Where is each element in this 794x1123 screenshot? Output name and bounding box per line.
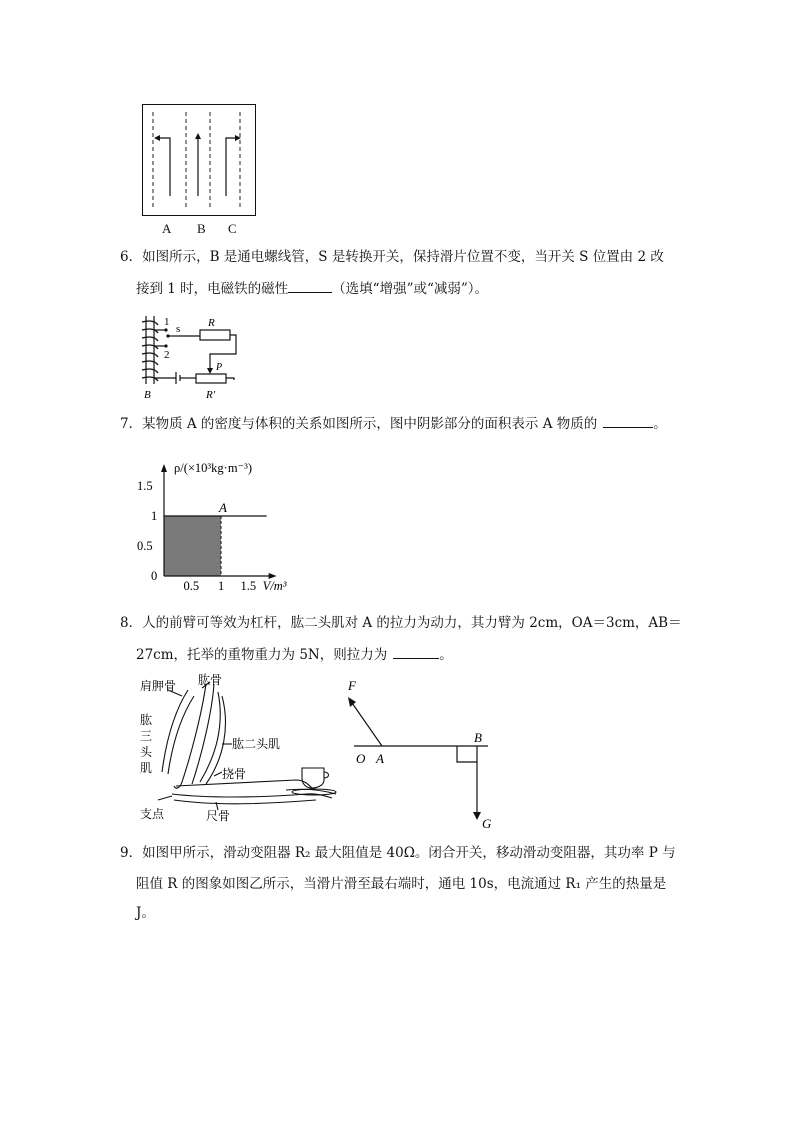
gravity-g-arrow-head [473,812,481,820]
y-tick-labels [137,479,157,583]
question-7-number: 7． [120,416,143,432]
lane-label-c: C [228,221,237,236]
answer-blank-6[interactable] [288,278,332,293]
question-9-text-1: 如图甲所示，滑动变阻器 R₂ 最大阻值是 40Ω。闭合开关，移动滑动变阻器，其功率 P 与 [142,845,676,861]
question-9-line-1 [120,842,676,864]
question-9-text-3: J。 [136,905,155,921]
triceps-label-4: 肌 [140,761,153,775]
left-arrow-head [154,135,160,141]
question-8-number: 8． [120,615,143,631]
question-7-line-1 [120,413,667,435]
rheostat-label: R′ [206,389,216,401]
electromagnet-circuit [136,312,246,402]
point-a-label: A [219,500,227,515]
question-8-end: 。 [439,647,453,663]
scapula-label: 肩胛骨 [140,679,177,693]
ulna-label: 尺骨 [206,809,231,823]
triceps-label-3: 头 [140,745,153,759]
question-6-text-2b: （选填“增强”或“减弱”）。 [332,281,489,297]
force-f-arrow-head [348,697,356,707]
gravity-g-label: G [482,816,492,831]
humerus-label: 肱骨 [198,673,223,687]
switch-s-label: s [176,323,181,335]
x-tick-label: 1 [218,579,225,593]
force-f-line [350,700,382,746]
straight-arrow-head [195,133,201,139]
y-tick-label: 1 [151,509,158,523]
triceps-label-1: 肱 [140,713,153,727]
biceps-label: 肱二头肌 [232,737,281,751]
question-9-line-3 [136,902,155,924]
point-b-label: B [474,730,482,745]
question-8-text-2a: 27cm，托举的重物重力为 5N，则拉力为 [136,647,388,663]
question-8-text-1: 人的前臂可等效为杠杆，肱二头肌对 A 的拉力为动力，其力臂为 2cm，OA＝3cm，AB＝ [142,615,682,631]
lane-label-b: B [197,221,206,236]
biceps-muscle [200,692,220,782]
right-angle-mark [457,746,477,762]
answer-blank-8[interactable] [393,644,439,659]
humerus-bone [174,684,206,788]
radius-label: 挠骨 [222,767,247,781]
y-tick-label: 1.5 [137,479,153,493]
question-6-line-2 [136,278,488,300]
question-6-number: 6． [120,249,143,265]
y-tick-label: 0.5 [137,539,153,553]
question-8-line-1 [120,612,682,634]
lever-diagram [340,672,500,832]
y-axis-label: ρ/(×10³kg·m⁻³) [174,461,253,475]
fulcrum-label: 支点 [140,807,165,821]
slider-arrow [207,368,213,374]
force-f-label: F [348,678,356,693]
resistor-r [200,330,230,340]
question-9-line-2 [136,873,666,895]
answer-blank-7[interactable] [603,413,653,428]
lane-label-a: A [162,221,172,236]
forearm-anatomy-figure [136,672,346,827]
terminal-2-label: 2 [164,349,170,361]
question-9-number: 9． [120,845,143,861]
question-7-text-1: 某物质 A 的密度与体积的关系如图所示，图中阴影部分的面积表示 A 物质的 [142,416,598,432]
question-6-text-1: 如图所示，B 是通电螺线管，S 是转换开关，保持滑片位置不变，当开关 S 位置由 2 改 [142,249,664,265]
lane-figure-drawing [142,104,256,216]
left-turn-arrow [158,138,170,196]
question-6-text-2a: 接到 1 时，电磁铁的磁性 [136,281,289,297]
rheostat [196,374,226,383]
y-tick-label: 0 [151,569,158,583]
x-tick-label: 0.5 [183,579,200,593]
question-8-line-2 [136,644,453,666]
y-axis-arrow [161,464,167,472]
point-a-label: A [376,751,384,766]
terminal-1-label: 1 [164,316,170,328]
cup [302,768,324,788]
question-9-text-2: 阻值 R 的图象如图乙所示，当滑片滑至最右端时，通电 10s，电流通过 R₁ 产生的热量是 [136,876,667,892]
question-6-line-1 [120,246,664,268]
point-o-label: O [356,751,366,766]
shaded-area [164,516,221,576]
coil-b-label: B [144,389,151,401]
forearm-upper [176,780,312,788]
right-turn-arrow [226,138,237,196]
x-tick-labels [184,579,257,593]
x-axis-label: V/m³ [262,579,287,593]
question-7-end: 。 [653,416,667,432]
scapula-bone [162,690,188,772]
triceps-label-2: 三 [140,729,153,743]
slider-p-label: P [216,362,223,373]
density-volume-chart [130,450,330,600]
x-tick-label: 1.5 [240,579,257,593]
resistor-r-label: R [208,317,215,329]
